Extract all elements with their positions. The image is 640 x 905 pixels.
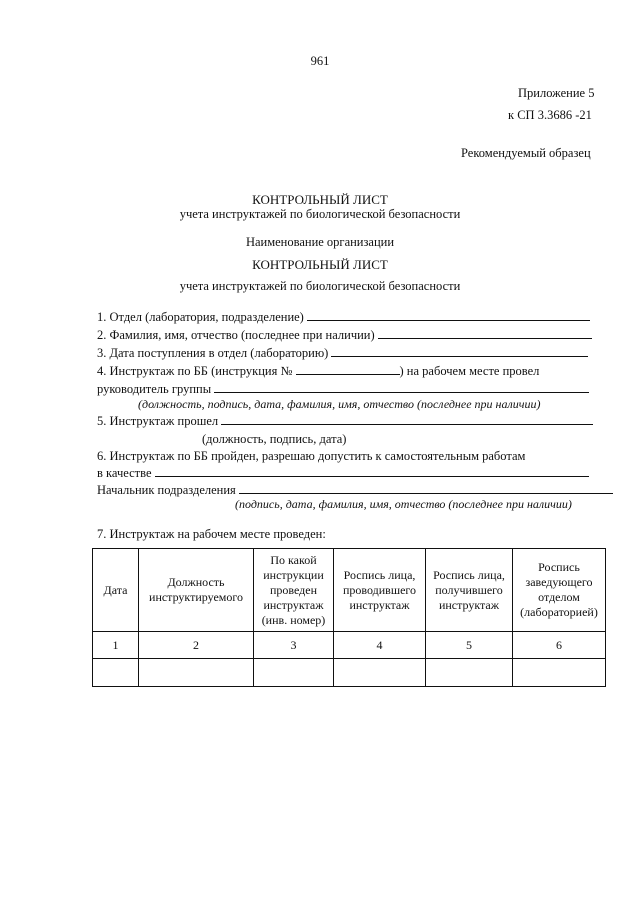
- doc-title-2: КОНТРОЛЬНЫЙ ЛИСТ: [252, 257, 388, 272]
- appendix-line1: Приложение 5: [518, 86, 595, 100]
- item4-label-b: ) на рабочем месте провел: [399, 364, 540, 378]
- org-name-label: Наименование организации: [245, 235, 395, 249]
- table-cell[interactable]: [334, 659, 426, 687]
- form-item-1: [97, 310, 590, 325]
- form-item-5: [97, 414, 593, 429]
- item6-hint: (подпись, дата, фамилия, имя, отчество (последнее при наличии): [235, 497, 572, 511]
- item1-label: 1. Отдел (лаборатория, подразделение): [97, 310, 304, 324]
- form-item-6: [97, 449, 525, 464]
- table-cell[interactable]: [93, 659, 139, 687]
- department-head-field[interactable]: [239, 483, 613, 494]
- sample-note: Рекомендуемый образец: [461, 146, 591, 160]
- form-item-6-head: [97, 483, 613, 498]
- column-number: 1: [93, 632, 139, 659]
- form-item-7: 7. Инструктаж на рабочем месте проведен:: [97, 527, 326, 541]
- header-instructor-signature: Роспись лица, проводившего инструктаж: [334, 549, 426, 632]
- full-name-field[interactable]: [378, 328, 592, 339]
- table-cell[interactable]: [254, 659, 334, 687]
- table-header-row: [93, 549, 606, 632]
- form-item-3: [97, 346, 588, 361]
- item5-hint: (должность, подпись, дата): [202, 432, 347, 446]
- item6-label-b: в качестве: [97, 466, 152, 480]
- item6-label-a: 6. Инструктаж по ББ пройден, разрешаю допустить к самостоятельным работам: [97, 449, 526, 463]
- table-number-row: [93, 632, 606, 659]
- form-item-2: [97, 328, 592, 343]
- item3-label: 3. Дата поступления в отдел (лабораторию): [97, 346, 329, 360]
- table-cell[interactable]: [426, 659, 513, 687]
- header-trainee-signature: Роспись лица, получившего инструктаж: [426, 549, 513, 632]
- role-field[interactable]: [155, 466, 589, 477]
- header-head-signature: Роспись заведующего отделом (лабораторией): [513, 549, 606, 632]
- doc-subtitle-2: учета инструктажей по биологической безопасности: [179, 279, 461, 293]
- item2-label: 2. Фамилия, имя, отчество (последнее при наличии): [97, 328, 375, 342]
- department-field[interactable]: [307, 310, 590, 321]
- item5-label: 5. Инструктаж прошел: [97, 414, 219, 428]
- group-leader-field[interactable]: [214, 382, 589, 393]
- table-row: [93, 659, 606, 687]
- item4-hint: (должность, подпись, дата, фамилия, имя, отчество (последнее при наличии): [138, 397, 541, 411]
- column-number: 3: [254, 632, 334, 659]
- entry-date-field[interactable]: [331, 346, 588, 357]
- instructed-person-field[interactable]: [221, 414, 593, 425]
- page-number: 961: [310, 54, 330, 68]
- item6-label-c: Начальник подразделения: [97, 483, 236, 497]
- column-number: 2: [139, 632, 254, 659]
- form-item-4-leader: [97, 382, 589, 397]
- doc-subtitle: учета инструктажей по биологической безопасности: [179, 207, 461, 221]
- doc-title: КОНТРОЛЬНЫЙ ЛИСТ: [252, 192, 388, 207]
- column-number: 6: [513, 632, 606, 659]
- header-date: Дата: [93, 549, 139, 632]
- form-item-4: [97, 364, 539, 379]
- appendix-line2: к СП 3.3686 -21: [508, 108, 592, 122]
- table-cell[interactable]: [139, 659, 254, 687]
- table-cell[interactable]: [513, 659, 606, 687]
- column-number: 4: [334, 632, 426, 659]
- instruction-table: [92, 548, 606, 687]
- item4-label-c: руководитель группы: [97, 382, 212, 396]
- column-number: 5: [426, 632, 513, 659]
- header-instruction: По какой инструкции проведен инструктаж (инв. номер): [254, 549, 334, 632]
- item4-label-a: 4. Инструктаж по ББ (инструкция №: [97, 364, 293, 378]
- instruction-number-field[interactable]: [296, 364, 400, 375]
- form-item-6-role: [97, 466, 589, 481]
- header-position: Должность инструктируемого: [139, 549, 254, 632]
